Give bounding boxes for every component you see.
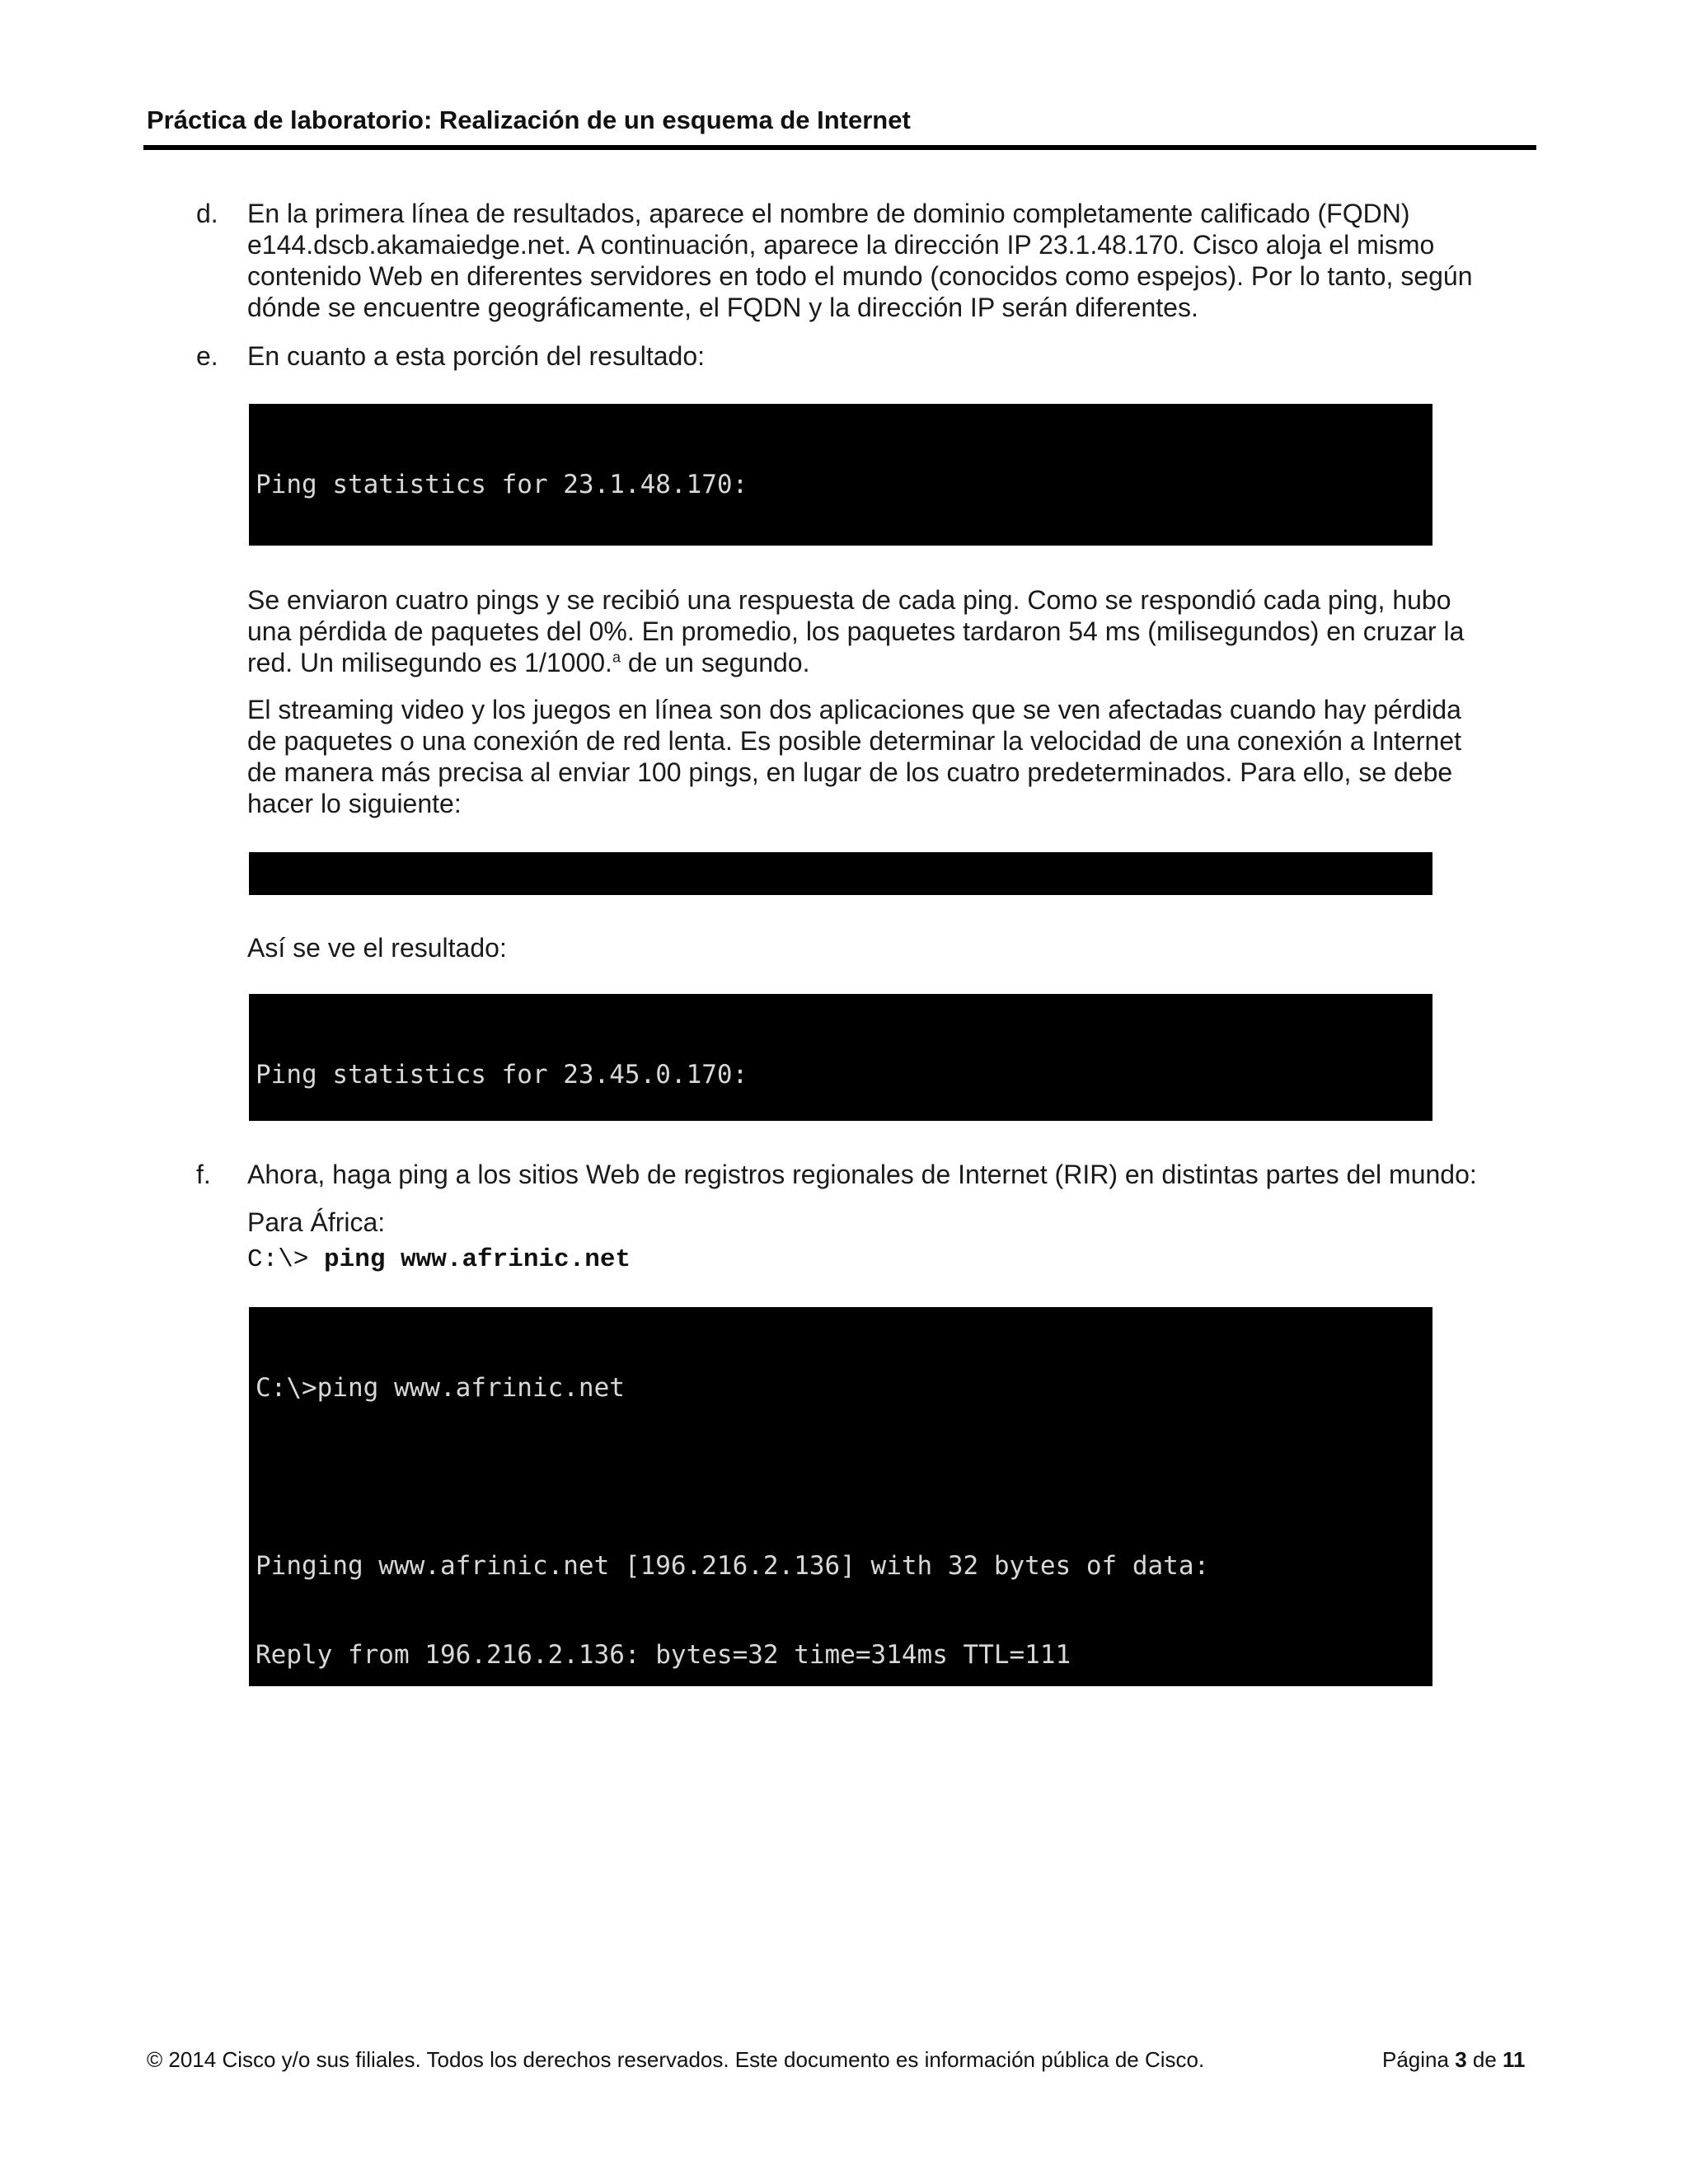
terminal-line xyxy=(256,1462,1426,1492)
footer-copyright: © 2014 Cisco y/o sus filiales. Todos los derechos reservados. Este documento es información pública de Cisco. xyxy=(147,2047,1205,2072)
text-line: de manera más precisa al enviar 100 pings, en lugar de los cuatro predeterminados. Para ello, se debe xyxy=(247,757,1453,787)
step-f xyxy=(196,1159,1536,1190)
footnote-marker: a xyxy=(612,649,621,666)
text-line: una pérdida de paquetes del 0%. En promedio, los paquetes tardaron 54 ms (milisegundos) en cruzar la xyxy=(247,616,1465,646)
terminal-output-ping-stats xyxy=(249,404,1432,546)
region-label-africa: Para África: xyxy=(247,1207,386,1237)
step-letter: e. xyxy=(196,341,218,371)
text-line xyxy=(247,647,1541,678)
page-total: 11 xyxy=(1503,2047,1526,2072)
text-line: e144.dscb.akamaiedge.net. A continuación, aparece la dirección IP 23.1.48.170. Cisco aloja el mismo xyxy=(247,230,1435,260)
terminal-line: Ping statistics for 23.1.48.170: xyxy=(256,470,748,499)
terminal-output-ping-100-stats xyxy=(249,994,1432,1121)
command-text: ping www.afrinic.net xyxy=(324,1245,631,1274)
header-divider xyxy=(143,145,1536,150)
terminal-line: C:\>ping www.afrinic.net xyxy=(256,1373,625,1403)
step-letter: f. xyxy=(196,1160,211,1189)
text-line: dónde se encuentre geográficamente, el FQDN y la dirección IP serán diferentes. xyxy=(247,293,1198,322)
command-prompt: C:\> xyxy=(247,1245,325,1274)
step-d xyxy=(196,198,1536,323)
text-line: contenido Web en diferentes servidores en todo el mundo (conocidos como espejos). Por lo tanto, según xyxy=(247,261,1473,291)
streaming-paragraph xyxy=(247,694,1541,819)
step-letter: d. xyxy=(196,199,218,228)
text-line: En la primera línea de resultados, aparece el nombre de dominio completamente calificado (FQDN) xyxy=(247,199,1410,228)
page-of: de xyxy=(1466,2047,1503,2072)
step-e xyxy=(196,340,1536,372)
command-example xyxy=(247,1245,631,1274)
explanation-paragraph xyxy=(247,584,1541,678)
terminal-line: Reply from 196.216.2.136: bytes=32 time=314ms TTL=111 xyxy=(256,1640,1071,1670)
terminal-output-ping-afrinic xyxy=(249,1307,1432,1686)
terminal-line: Pinging www.afrinic.net [196.216.2.136] with 32 bytes of data: xyxy=(256,1551,1210,1581)
footer-page-number xyxy=(1382,2047,1526,2073)
step-text: Ahora, haga ping a los sitios Web de registros regionales de Internet (RIR) en distintas partes del mundo: xyxy=(247,1160,1477,1189)
text-span: red. Un milisegundo es 1/1000. xyxy=(247,648,612,677)
result-intro: Así se ve el resultado: xyxy=(247,933,507,963)
text-line: de paquetes o una conexión de red lenta. Es posible determinar la velocidad de una conexión a Internet xyxy=(247,726,1462,756)
step-text: En cuanto a esta porción del resultado: xyxy=(247,341,706,371)
text-line: hacer lo siguiente: xyxy=(247,789,462,818)
text-line: Se enviaron cuatro pings y se recibió una respuesta de cada ping. Como se respondió cada ping, hubo xyxy=(247,585,1451,615)
page-current: 3 xyxy=(1455,2047,1467,2072)
page-label: Página xyxy=(1382,2047,1456,2072)
terminal-line: Ping statistics for 23.45.0.170: xyxy=(256,1060,748,1090)
page-header-title: Práctica de laboratorio: Realización de un esquema de Internet xyxy=(147,105,911,134)
text-span: de un segundo. xyxy=(620,648,810,677)
terminal-command-ping-100 xyxy=(249,852,1432,895)
text-line: El streaming video y los juegos en línea son dos aplicaciones que se ven afectadas cuando hay pérdida xyxy=(247,695,1461,724)
